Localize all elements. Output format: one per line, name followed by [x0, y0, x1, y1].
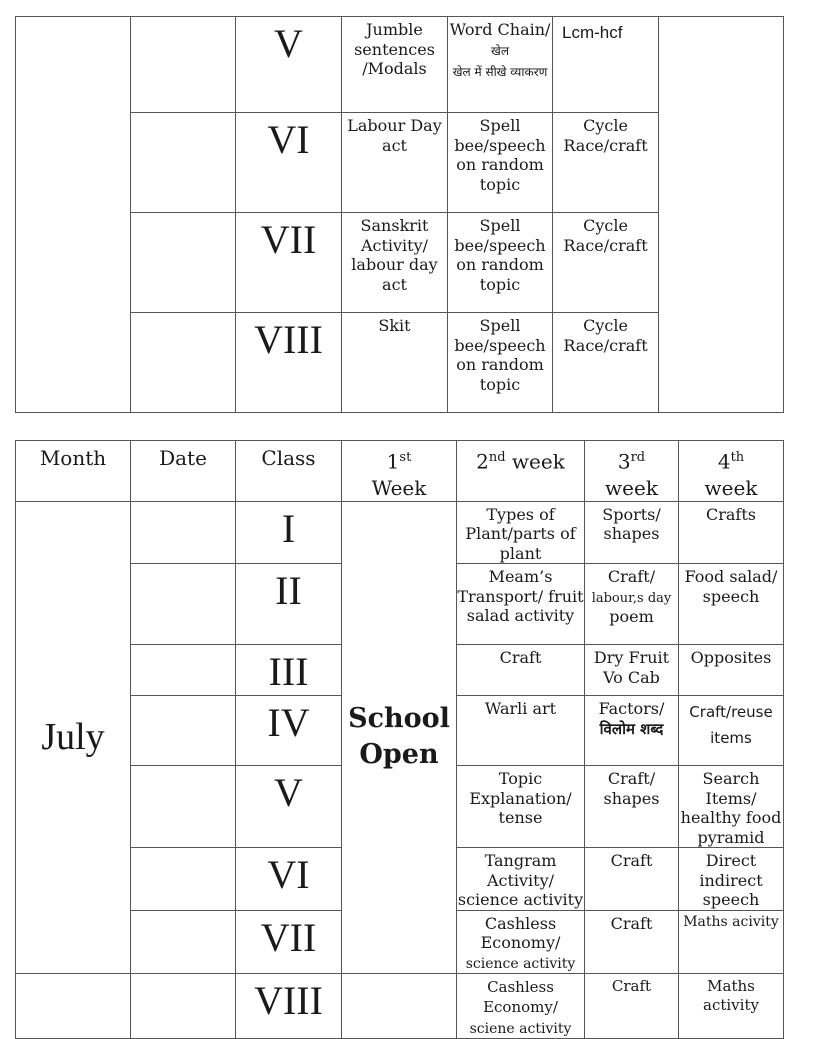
school-open-line1: School	[348, 703, 450, 735]
week4-header	[679, 441, 784, 502]
week3-cell	[585, 564, 679, 645]
week4-cell: Maths activity	[679, 973, 784, 1038]
table-row	[16, 501, 784, 564]
week2-text: science activity	[465, 955, 576, 972]
week-word: week	[704, 475, 758, 500]
week2-text: Cashless Economy/	[483, 977, 558, 1017]
date-cell	[131, 17, 236, 113]
activity-cell: Skit	[342, 313, 448, 413]
week3-cell: Craft	[585, 910, 679, 973]
date-cell	[131, 213, 236, 313]
table-row	[16, 973, 784, 1038]
week-suffix: rd	[630, 450, 646, 465]
class-cell: VII	[236, 910, 342, 973]
activity-cell: Labour Day act	[342, 113, 448, 213]
class-cell: I	[236, 501, 342, 564]
activity-text-hindi: खेल में सीखे व्याकरण	[452, 65, 548, 79]
first-week-cell	[342, 501, 457, 973]
week3-text: poem	[609, 606, 654, 626]
week-word: week	[605, 475, 658, 500]
week-number: 3	[617, 449, 631, 474]
class-header: Class	[236, 441, 342, 502]
class-cell: VI	[236, 113, 342, 213]
activity-table-continued	[15, 16, 784, 413]
activity-text-hindi: खेल	[491, 43, 509, 58]
date-cell	[131, 766, 236, 848]
week-number: 4	[717, 449, 731, 474]
header-row	[16, 441, 784, 502]
class-cell: II	[236, 564, 342, 645]
first-week-cell	[342, 973, 457, 1038]
week3-cell: Sports/ shapes	[585, 501, 679, 564]
week-word: Week	[371, 475, 427, 500]
activity-cell: Cycle Race/craft	[553, 313, 659, 413]
activity-cell	[448, 17, 553, 113]
activity-cell: Cycle Race/craft	[553, 113, 659, 213]
table-row	[16, 17, 784, 113]
week4-cell: Craft/reuse items	[679, 696, 784, 766]
class-cell: VIII	[236, 313, 342, 413]
week3-cell: Craft/ shapes	[585, 766, 679, 848]
week3-text: labour,s day	[591, 590, 672, 606]
week3-text-hindi: विलोम शब्द	[599, 719, 664, 738]
week2-cell: Tangram Activity/ science activity	[457, 848, 585, 911]
week4-cell: Food salad/ speech	[679, 564, 784, 645]
date-cell	[131, 848, 236, 911]
activity-cell: Spell bee/speech on random topic	[448, 313, 553, 413]
week-suffix: nd	[488, 450, 506, 465]
week4-cell: Direct indirect speech	[679, 848, 784, 911]
week3-header	[585, 441, 679, 502]
week2-cell: Warli art	[457, 696, 585, 766]
date-cell	[131, 645, 236, 696]
week3-cell: Craft	[585, 973, 679, 1038]
week2-cell	[457, 973, 585, 1038]
week4-cell: Opposites	[679, 645, 784, 696]
week3-text: Craft/	[607, 567, 656, 587]
activity-cell: Spell bee/speech on random topic	[448, 213, 553, 313]
week2-text: sciene activity	[469, 1020, 572, 1037]
week4-cell: Search Items/ healthy food pyramid	[679, 766, 784, 848]
activity-cell: Cycle Race/craft	[553, 213, 659, 313]
class-cell: V	[236, 17, 342, 113]
month-header: Month	[16, 441, 131, 502]
week3-cell: Craft	[585, 848, 679, 911]
week3-text: Factors/	[598, 699, 665, 719]
date-cell	[131, 696, 236, 766]
activity-table-july	[15, 440, 784, 1039]
week-number: 1	[386, 449, 400, 474]
empty-cell	[659, 17, 784, 413]
class-cell: V	[236, 766, 342, 848]
class-cell: VIII	[236, 973, 342, 1038]
week3-cell	[585, 696, 679, 766]
week2-cell: Meam’s Transport/ fruit salad activity	[457, 564, 585, 645]
class-cell: VII	[236, 213, 342, 313]
week2-cell: Topic Explanation/ tense	[457, 766, 585, 848]
date-cell	[131, 564, 236, 645]
date-cell	[131, 501, 236, 564]
month-cell	[16, 973, 131, 1038]
date-cell	[131, 313, 236, 413]
month-cell: July	[16, 501, 131, 973]
week2-header	[457, 441, 585, 502]
week-suffix: st	[399, 450, 412, 465]
activity-text: Word Chain/	[449, 20, 551, 39]
week1-header	[342, 441, 457, 502]
week2-text: Cashless Economy/	[480, 913, 561, 953]
class-cell: III	[236, 645, 342, 696]
week2-cell	[457, 910, 585, 973]
week2-cell: Types of Plant/parts of plant	[457, 501, 585, 564]
week2-cell: Craft	[457, 645, 585, 696]
week4-cell: Maths acivity	[679, 910, 784, 973]
week4-cell: Crafts	[679, 501, 784, 564]
week-number: 2	[476, 449, 489, 474]
date-cell	[131, 910, 236, 973]
week-suffix: th	[730, 450, 745, 465]
class-cell: VI	[236, 848, 342, 911]
activity-cell: Spell bee/speech on random topic	[448, 113, 553, 213]
activity-cell: Sanskrit Activity/ labour day act	[342, 213, 448, 313]
activity-cell: Jumble sentences /Modals	[342, 17, 448, 113]
date-header: Date	[131, 441, 236, 502]
school-open-line2: Open	[359, 739, 439, 771]
date-cell	[131, 113, 236, 213]
activity-cell: Lcm-hcf	[553, 17, 659, 113]
week3-cell: Dry Fruit Vo Cab	[585, 645, 679, 696]
week-word: week	[505, 449, 565, 474]
month-cell	[16, 17, 131, 413]
class-cell: IV	[236, 696, 342, 766]
date-cell	[131, 973, 236, 1038]
